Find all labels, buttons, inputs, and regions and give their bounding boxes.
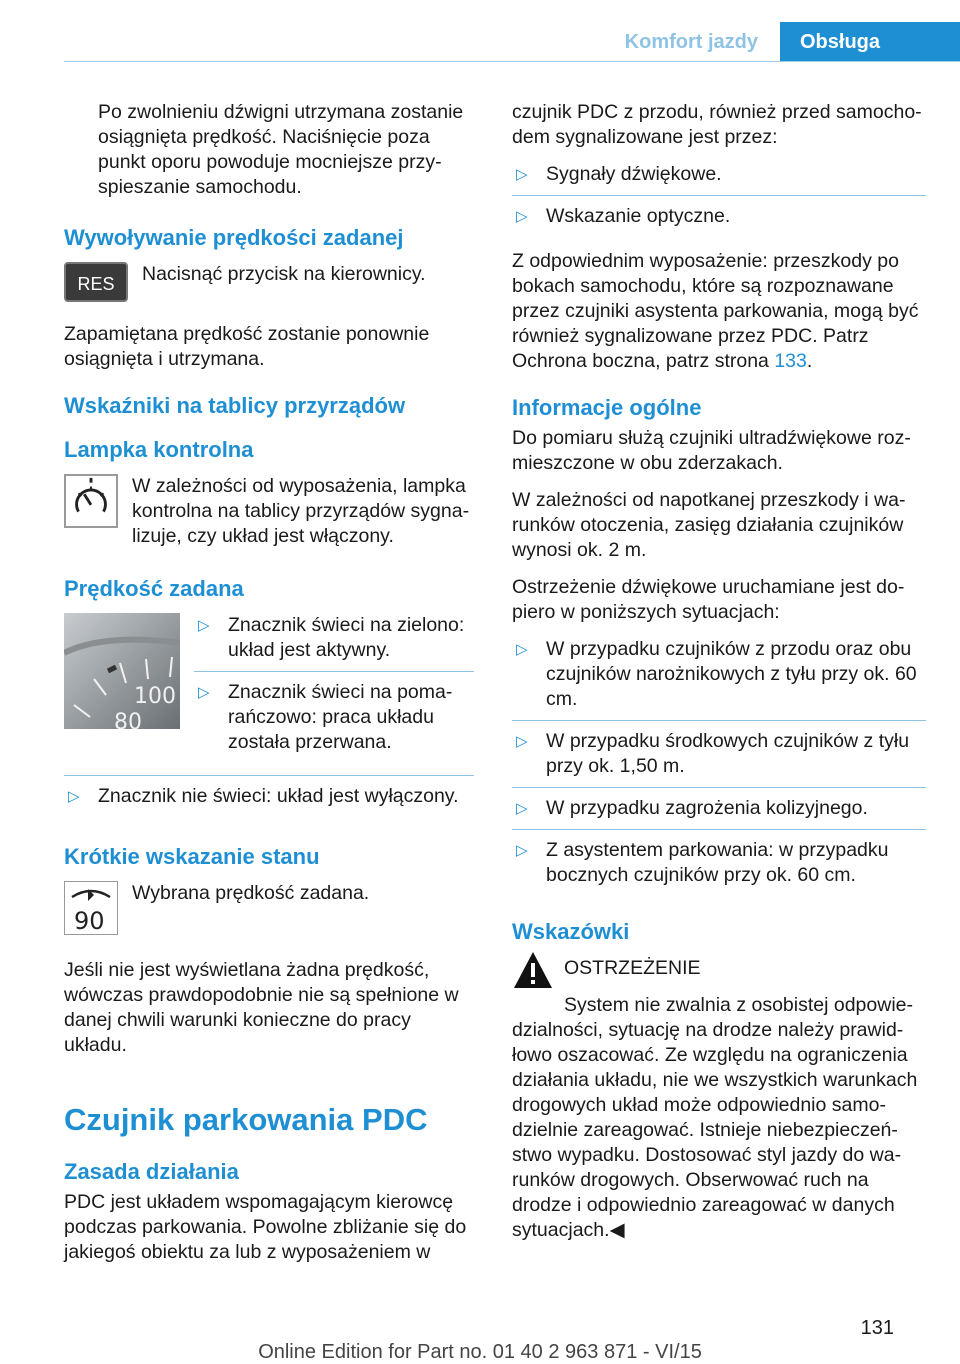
paragraph-zasada: PDC jest układem wspomagającym kierowcę podczas parkowania. Powolne zbliżanie się do jakiegoś obiektu za lub z wyposażeniem w	[64, 1191, 467, 1263]
list-item: ▷ W przypadku czujników z przodu oraz obu czujników narożnikowych z tyłu przy ok. 60 cm.	[512, 637, 926, 721]
tab-obsluga[interactable]: Obsługa	[780, 22, 960, 62]
header-rule	[64, 61, 960, 62]
res-label: RES	[64, 262, 128, 302]
list-item: ▷ Znacznik świeci na zielono: układ jest aktywny.	[194, 613, 474, 672]
svg-text:90: 90	[74, 907, 105, 935]
res-row	[64, 262, 474, 302]
list-item: ▷ Sygnały dźwiękowe.	[512, 162, 926, 196]
right-column	[512, 100, 926, 1255]
warning-text: System nie zwalnia z osobistej odpowiedzialności, sytuację na drodze należy prawidłowo oszacować. Ze względu na ograniczenia działania układu, nie we wszystkich warunkach drogowych układ może odpowiednio samodzielnie zareagować. Istnieje niebezpieczeństwo wypadku. Dostosować styl jazdy do warunków drogowych. Obserwować ruch na drodze i odpowiednio zareagować w danych sytuacjach.◀	[512, 994, 918, 1241]
speed-90-icon	[64, 881, 118, 940]
heading-lampka: Lampka kontrolna	[64, 437, 254, 462]
svg-text:100: 100	[134, 684, 176, 709]
triangle-right-icon: ▷	[68, 788, 80, 805]
left-column	[64, 100, 474, 1277]
signal-bullets	[512, 162, 926, 237]
page-number: 131	[860, 1317, 894, 1339]
warning-row	[512, 950, 926, 995]
krotkie-row	[64, 881, 474, 940]
paragraph-continue: czujnik PDC z przodu, również przed samochodem sygnalizowane jest przez:	[512, 101, 922, 148]
res-text: Nacisnąć przycisk na kierownicy.	[142, 263, 426, 285]
triangle-right-icon: ▷	[516, 800, 528, 817]
list-item: ▷ W przypadku zagrożenia kolizyjnego.	[512, 796, 926, 830]
paragraph-zwolnienie: Po zwolnieniu dźwigni utrzymana zostanie osiągnięta prędkość. Naciśnięcie poza punkt oporu powoduje mocniejsze przyspieszanie samochodu.	[98, 101, 464, 198]
triangle-right-icon: ▷	[516, 208, 528, 225]
krotkie-text: Wybrana prędkość zadana.	[132, 882, 370, 904]
heading-predkosc-zadana: Prędkość zadana	[64, 576, 244, 601]
res-button-icon	[64, 262, 128, 302]
triangle-right-icon: ▷	[198, 684, 210, 701]
page-link[interactable]: 133	[774, 350, 807, 372]
svg-text:80: 80	[114, 710, 142, 729]
speedo-bullets	[194, 613, 474, 763]
triangle-right-icon: ▷	[516, 842, 528, 859]
paragraph-z-odpowiednim: Z odpowiednim wyposażenie: przeszkody po bokach samochodu, które są rozpoznawane przez czujniki asystenta parkowania, mogą być również sygnalizowane przez PDC. Patrz Ochrona boczna, patrz strona 133.	[512, 250, 919, 372]
warning-title: OSTRZEŻENIE	[564, 957, 701, 979]
heading-wskazniki: Wskaźniki na tablicy przyrządów	[64, 393, 406, 418]
situation-bullets	[512, 637, 926, 896]
heading-czujnik: Czujnik parkowania PDC	[64, 1102, 428, 1137]
heading-krotkie: Krótkie wskazanie stanu	[64, 844, 320, 869]
list-item: ▷ Z asystentem parkowania: w przypadku bocznych czujników przy ok. 60 cm.	[516, 839, 889, 886]
tab-komfort-jazdy[interactable]: Komfort jazdy	[603, 22, 780, 62]
heading-wskazowki: Wskazówki	[512, 919, 630, 944]
lampka-row	[64, 474, 474, 549]
online-edition: Online Edition for Part no. 01 40 2 963 871 - VI/15	[258, 1341, 702, 1363]
heading-informacje: Informacje ogólne	[512, 395, 702, 420]
list-item: ▷ Znacznik nie świeci: układ jest wyłączony.	[68, 785, 459, 807]
paragraph-info3: Ostrzeżenie dźwiękowe uruchamiane jest dopiero w poniższych sytuacjach:	[512, 576, 905, 623]
paragraph-zapamietana: Zapamiętana prędkość zostanie ponownie osiągnięta i utrzymana.	[64, 323, 430, 370]
speedometer-image	[64, 613, 180, 734]
warning-triangle-icon	[512, 950, 554, 995]
lampka-text: W zależności od wyposażenia, lampka kontrolna na tablicy przyrządów sygnalizuje, czy układ jest włączony.	[132, 475, 470, 547]
paragraph-info1: Do pomiaru służą czujniki ultradźwiękowe rozmieszczone w obu zderzakach.	[512, 427, 911, 474]
list-item: ▷ Znacznik świeci na pomarańczowo: praca układu została przerwana.	[198, 681, 453, 753]
list-item: ▷ W przypadku środkowych czujników z tyłu przy ok. 1,50 m.	[512, 729, 926, 788]
heading-zasada: Zasada działania	[64, 1159, 239, 1184]
triangle-right-icon: ▷	[516, 733, 528, 750]
heading-wywolywanie: Wywoływanie prędkości zadanej	[64, 225, 404, 250]
paragraph-info2: W zależności od napotkanej przeszkody i warunków otoczenia, zasięg działania czujników wynosi ok. 2 m.	[512, 489, 906, 561]
triangle-right-icon: ▷	[198, 617, 210, 634]
cruise-control-icon	[64, 474, 118, 533]
header-tabs	[603, 22, 960, 62]
triangle-right-icon: ▷	[516, 641, 528, 658]
triangle-right-icon: ▷	[516, 166, 528, 183]
speedo-row	[64, 613, 474, 775]
speedo-bullets-2	[64, 775, 474, 817]
paragraph-jesli: Jeśli nie jest wyświetlana żadna prędkość, wówczas prawdopodobnie nie są spełnione w danej chwili warunki konieczne do pracy układu.	[64, 959, 459, 1056]
list-item: ▷ Wskazanie optyczne.	[516, 205, 731, 227]
